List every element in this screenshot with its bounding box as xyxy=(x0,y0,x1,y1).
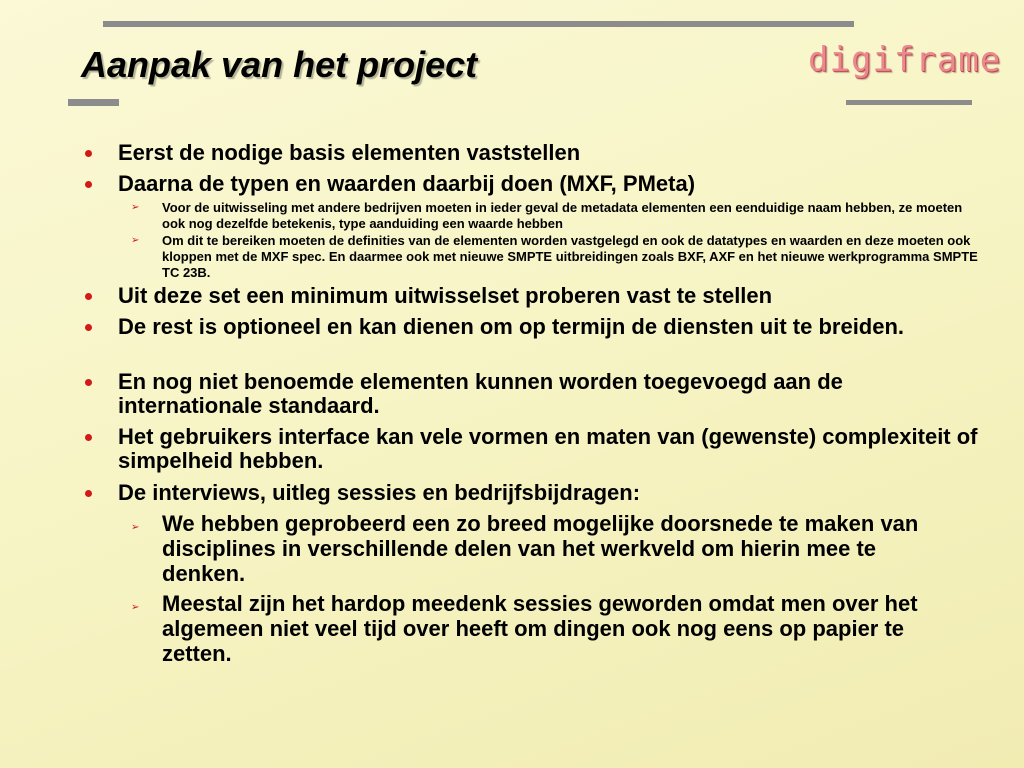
sub-bullet-item: ➢ Meestal zijn het hardop meedenk sessies geworden omdat men over het algemeen niet veel tijd over heeft om dingen ook nog eens op papier te zetten. xyxy=(162,591,962,666)
sub-bullet-item: ➢ Om dit te bereiken moeten de definities van de elementen worden vastgelegd en ook de datatypes en waarden en deze moeten ook kloppen met de MXF spec. En daarmee ook met nieuwe SMPTE uitbreidingen zoals BXF, AXF en het nieuwe werkprogramma SMPTE TC 23B. xyxy=(162,233,982,281)
sub-bullet-item: ➢ Voor de uitwisseling met andere bedrijven moeten in ieder geval de metadata elementen een eenduidige naam hebben, ze moeten ook nog dezelfde betekenis, type aanduiding een waarde hebben xyxy=(162,200,982,232)
bullet-item: Eerst de nodige basis elementen vaststellen xyxy=(118,141,978,165)
digiframe-logo: digiframe xyxy=(808,40,1002,80)
bullet-item: De interviews, uitleg sessies en bedrijfsbijdragen: xyxy=(118,481,978,505)
bullet-item: Uit deze set een minimum uitwisselset proberen vast te stellen xyxy=(118,284,978,308)
slide-title: Aanpak van het project xyxy=(81,44,478,85)
bullet-item: Daarna de typen en waarden daarbij doen (MXF, PMeta) xyxy=(118,172,978,196)
bullet-item: De rest is optioneel en kan dienen om op termijn de diensten uit te breiden. xyxy=(118,315,978,339)
bullet-item: Het gebruikers interface kan vele vormen en maten van (gewenste) complexiteit of simpelheid hebben. xyxy=(118,424,978,473)
sub-bullet-item: ➢ We hebben geprobeerd een zo breed mogelijke doorsnede te maken van disciplines in verschillende delen van het werkveld om hierin mee te denken. xyxy=(162,511,962,586)
bullet-item: En nog niet benoemde elementen kunnen worden toegevoegd aan de internationale standaard. xyxy=(118,370,978,418)
